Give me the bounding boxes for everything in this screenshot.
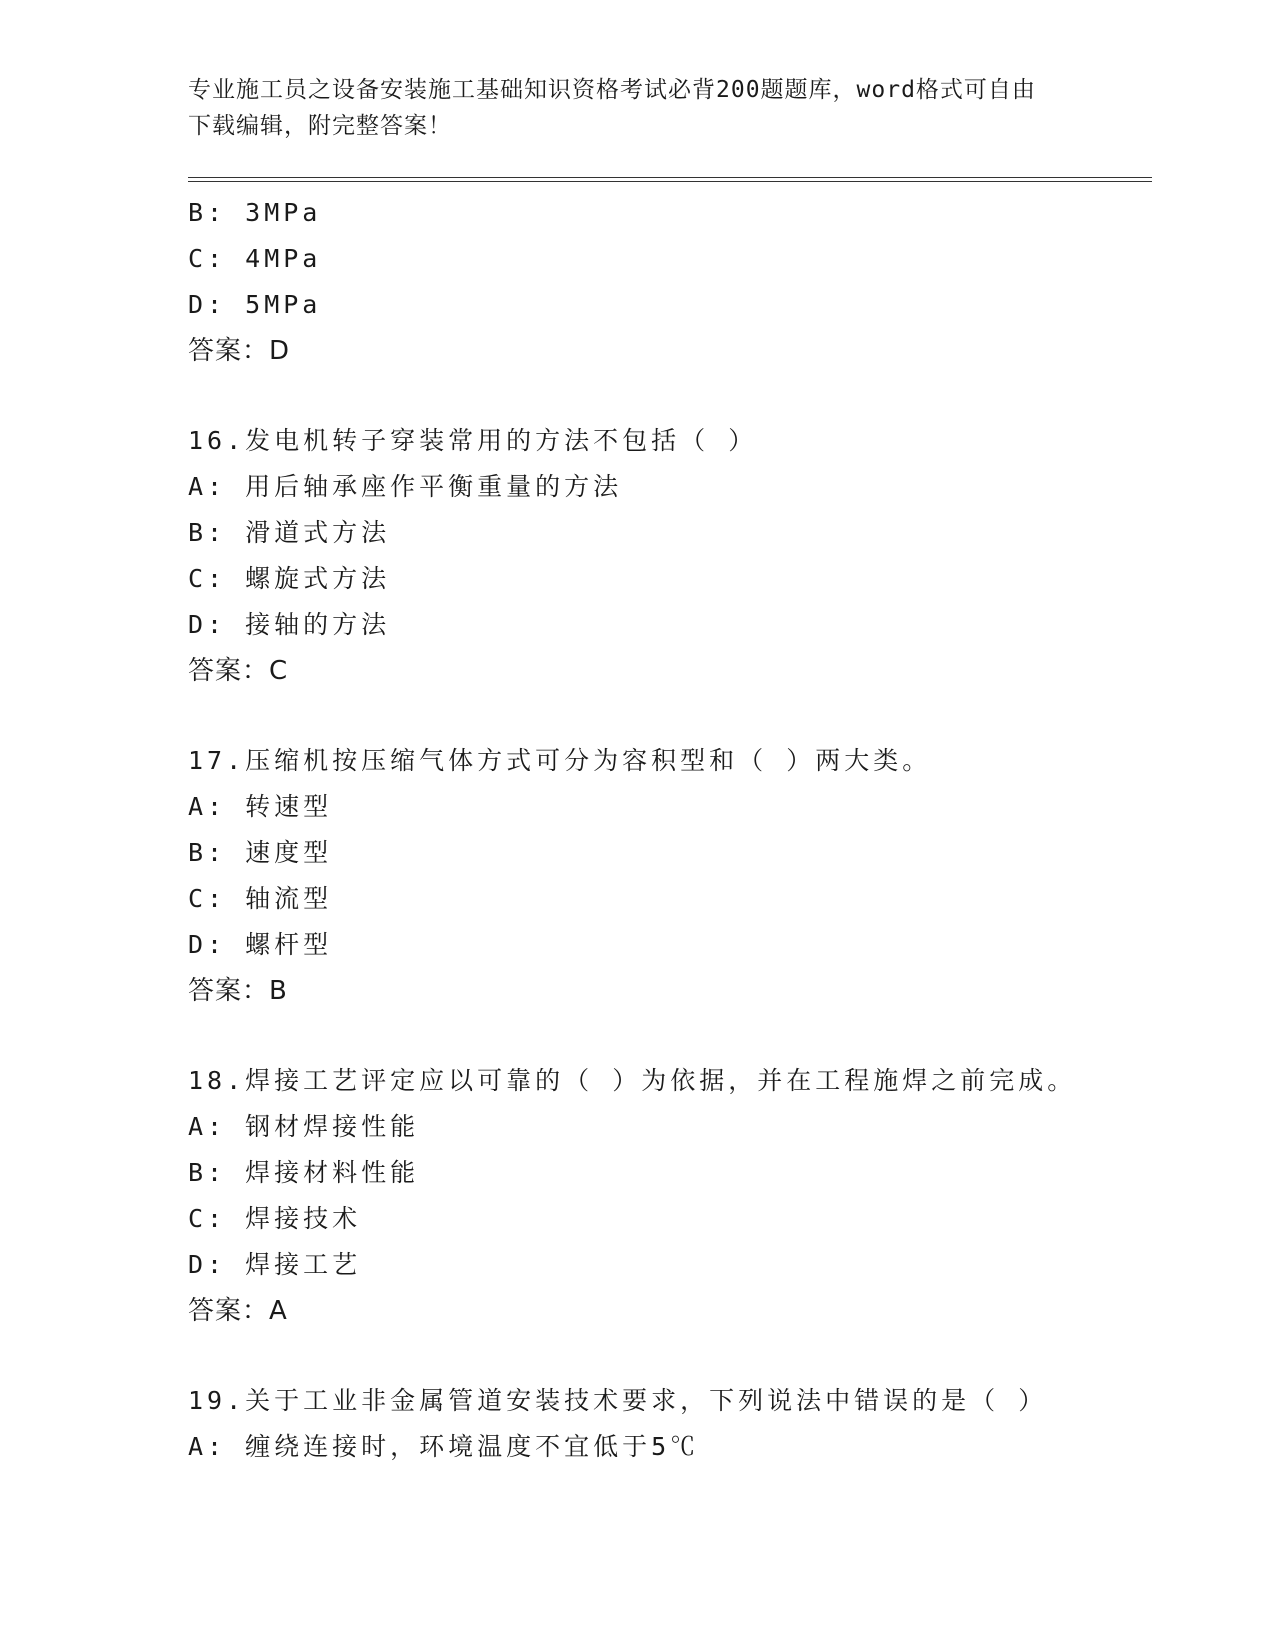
answer-line: 答案：A [188,1296,288,1326]
question-text: 18.焊接工艺评定应以可靠的（ ）为依据，并在工程施焊之前完成。 [188,1066,1077,1095]
question-block [188,418,1152,694]
option-a: A: 用后轴承座作平衡重量的方法 [188,472,623,501]
answer-line: 答案：D [188,336,291,366]
document-header [188,72,1088,144]
question-block [188,190,1152,374]
option-d: D: 接轴的方法 [188,610,391,639]
question-list [188,190,1152,1470]
question-block [188,1378,1152,1470]
spacer [188,1014,1152,1058]
question-text: 17.压缩机按压缩气体方式可分为容积型和（ ）两大类。 [188,746,932,775]
option-b: B: 速度型 [188,838,333,867]
option-d: D: 螺杆型 [188,930,333,959]
option-c: C: 4MPa [188,244,322,273]
option-d: D: 5MPa [188,290,322,319]
header-divider-top [188,177,1152,178]
spacer [188,374,1152,418]
option-a: A: 转速型 [188,792,333,821]
header-line-1: 专业施工员之设备安装施工基础知识资格考试必背200题题库，word格式可自由 [188,77,1036,103]
answer-line: 答案：C [188,656,289,686]
option-c: C: 螺旋式方法 [188,564,391,593]
option-b: B: 焊接材料性能 [188,1158,420,1187]
spacer [188,694,1152,738]
question-text: 19.关于工业非金属管道安装技术要求，下列说法中错误的是（ ） [188,1386,1048,1415]
option-b: B: 滑道式方法 [188,518,391,547]
option-a: A: 钢材焊接性能 [188,1112,420,1141]
header-divider-bottom [188,181,1152,182]
option-a: A: 缠绕连接时，环境温度不宜低于5℃ [188,1432,700,1461]
option-c: C: 轴流型 [188,884,333,913]
question-block [188,1058,1152,1334]
question-block [188,738,1152,1014]
header-line-2: 下载编辑，附完整答案！ [188,113,452,139]
option-d: D: 焊接工艺 [188,1250,362,1279]
answer-line: 答案：B [188,976,288,1006]
option-c: C: 焊接技术 [188,1204,362,1233]
option-b: B: 3MPa [188,198,322,227]
question-text: 16.发电机转子穿装常用的方法不包括（ ） [188,426,758,455]
spacer [188,1334,1152,1378]
